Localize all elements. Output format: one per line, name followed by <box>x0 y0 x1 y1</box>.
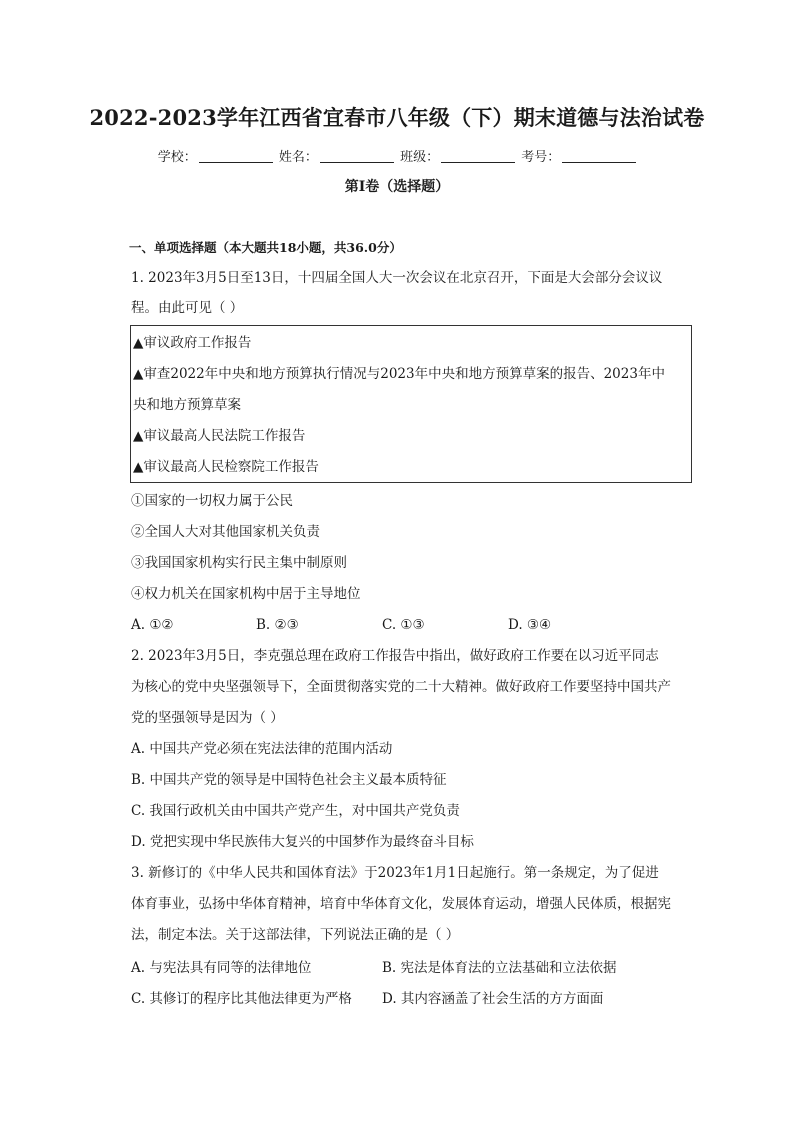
q3-stem-line-1: 3. 新修订的《中华人民共和国体育法》于2023年1月1日起施行。第一条规定，为了促进 <box>131 865 659 881</box>
q1-agenda-item: 央和地方预算草案 <box>133 397 241 413</box>
q1-stem-line-1: 1. 2023年3月5日至13日，十四届全国人大一次会议在北京召开，下面是大会部分会议议 <box>131 270 663 286</box>
q1-statement-1: ①国家的一切权力属于公民 <box>131 493 293 509</box>
q2-option-a[interactable]: A. 中国共产党必须在宪法法律的范围内活动 <box>131 741 393 757</box>
section-header: 一、单项选择题（本大题共18小题，共36.0分） <box>129 240 402 255</box>
q1-option-a[interactable]: A. ①② <box>131 617 174 633</box>
q2-stem-line-3: 党的坚强领导是因为（ ） <box>131 710 284 726</box>
exam-title: 2022-2023学年江西省宜春市八年级（下）期末道德与法治试卷 <box>89 105 705 130</box>
q1-statement-4: ④权力机关在国家机构中居于主导地位 <box>131 586 361 602</box>
class-blank[interactable] <box>441 161 515 163</box>
q1-statement-2: ②全国人大对其他国家机关负责 <box>131 524 320 540</box>
q1-option-c[interactable]: C. ①③ <box>382 617 425 633</box>
q1-statement-3: ③我国国家机构实行民主集中制原则 <box>131 555 347 571</box>
student-info-row <box>0 146 794 165</box>
name-label: 姓名： <box>278 150 318 165</box>
q1-agenda-item: ▲审议最高人民法院工作报告 <box>133 428 306 444</box>
q1-stem-line-2: 程。由此可见（ ） <box>131 300 244 316</box>
volume-title: 第Ⅰ卷（选择题） <box>344 179 450 195</box>
q3-stem-line-3: 法，制定本法。关于这部法律，下列说法正确的是（ ） <box>131 927 460 943</box>
q1-agenda-item: ▲审议政府工作报告 <box>133 335 252 351</box>
school-label: 学校： <box>157 150 197 165</box>
name-field[interactable] <box>279 146 394 165</box>
q3-option-d[interactable]: D. 其内容涵盖了社会生活的方方面面 <box>382 991 604 1007</box>
class-field[interactable] <box>400 146 515 165</box>
q3-option-a[interactable]: A. 与宪法具有同等的法律地位 <box>131 960 312 976</box>
q2-stem-line-2: 为核心的党中央坚强领导下，全面贯彻落实党的二十大精神。做好政府工作要坚持中国共产 <box>131 679 671 695</box>
q2-option-b[interactable]: B. 中国共产党的领导是中国特色社会主义最本质特征 <box>131 772 447 788</box>
q1-agenda-item: ▲审查2022年中央和地方预算执行情况与2023年中央和地方预算草案的报告、2023年中 <box>133 366 665 382</box>
exam-number-label: 考号： <box>521 150 561 165</box>
q2-stem-line-1: 2. 2023年3月5日，李克强总理在政府工作报告中指出，做好政府工作要在以习近平同志 <box>131 648 659 664</box>
exam-number-blank[interactable] <box>562 161 636 163</box>
q1-option-d[interactable]: D. ③④ <box>508 617 552 633</box>
q3-option-b[interactable]: B. 宪法是体育法的立法基础和立法依据 <box>382 960 617 976</box>
school-field[interactable] <box>158 146 273 165</box>
name-blank[interactable] <box>320 161 394 163</box>
exam-number-field[interactable] <box>521 146 636 165</box>
q3-option-c[interactable]: C. 其修订的程序比其他法律更为严格 <box>131 991 352 1007</box>
school-blank[interactable] <box>199 161 273 163</box>
q1-option-b[interactable]: B. ②③ <box>256 617 299 633</box>
q2-option-c[interactable]: C. 我国行政机关由中国共产党产生，对中国共产党负责 <box>131 803 460 819</box>
class-label: 班级： <box>400 150 440 165</box>
q1-agenda-box <box>130 325 692 483</box>
q2-option-d[interactable]: D. 党把实现中华民族伟大复兴的中国梦作为最终奋斗目标 <box>131 834 474 850</box>
q3-stem-line-2: 体育事业，弘扬中华体育精神，培育中华体育文化，发展体育运动，增强人民体质，根据宪 <box>131 896 671 912</box>
q1-agenda-item: ▲审议最高人民检察院工作报告 <box>133 459 319 475</box>
